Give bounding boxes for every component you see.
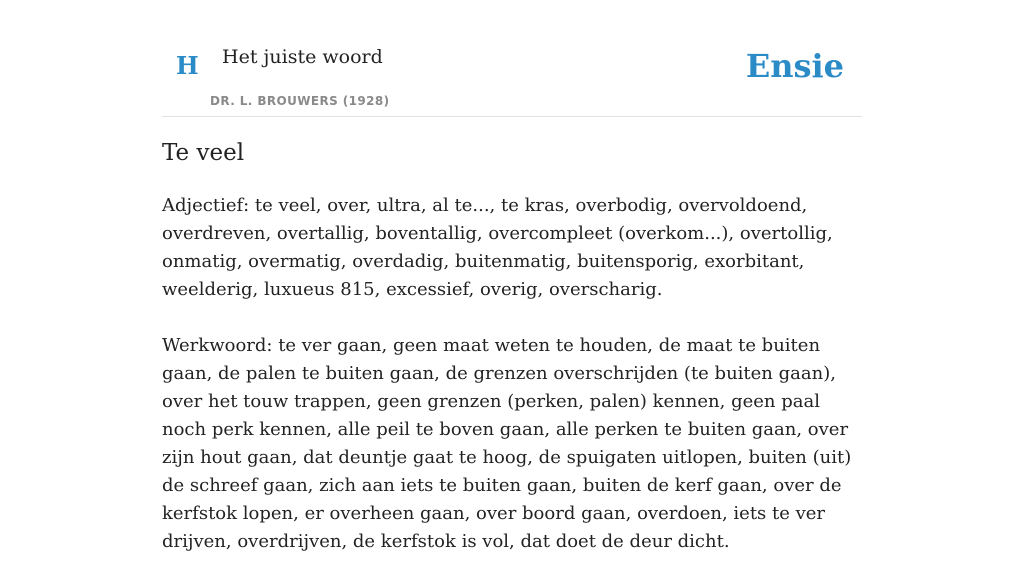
book-author: DR. L. BROUWERS (1928): [210, 94, 390, 108]
entry-paragraph-adjectief: Adjectief: te veel, over, ultra, al te..., te kras, overbodig, overvoldoend, overdreven, overtallig, boventallig, overcompleet (overkom...), overtollig, onmatig, overmatig, overdadig, buitenmatig, buitensporig, exorbitant, weelderig, luxueus 815, excessief, overig, overscharig.: [162, 195, 833, 300]
ensie-logo-link[interactable]: Ensie: [745, 47, 844, 85]
book-logo-link[interactable]: H: [176, 51, 199, 80]
header: [162, 0, 862, 117]
entry-title: Te veel: [162, 140, 245, 166]
book-title[interactable]: Het juiste woord: [222, 46, 383, 68]
entry-body: [162, 192, 862, 584]
entry-paragraph-werkwoord: Werkwoord: te ver gaan, geen maat weten te houden, de maat te buiten gaan, de palen te buiten gaan, de grenzen overschrijden (te buiten gaan), over het touw trappen, geen grenzen (perken, palen) kennen, geen paal noch perk kennen, alle peil te boven gaan, alle perken te buiten gaan, over zijn hout gaan, dat deuntje gaat te hoog, de spuigaten uitlopen, buiten (uit) de schreef gaan, zich aan iets te buiten gaan, buiten de kerf gaan, over de kerfstok lopen, er overheen gaan, over boord gaan, overdoen, iets te ver drijven, overdrijven, de kerfstok is vol, dat doet de deur dicht.: [162, 335, 852, 552]
